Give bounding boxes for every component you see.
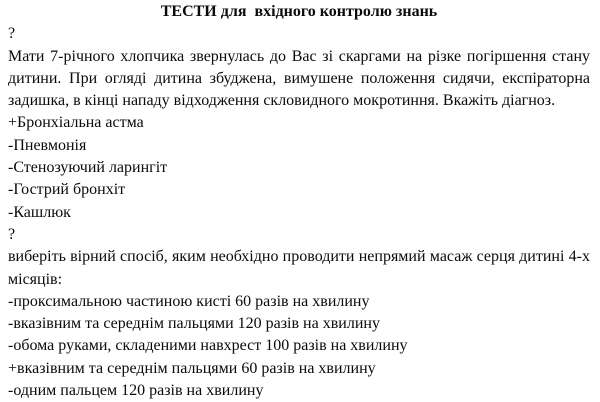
- answer-option: -одним пальцем 120 разів на хвилину: [8, 382, 264, 400]
- answer-option: -Пневмонія: [8, 136, 87, 154]
- answer-option: -Кашлюк: [8, 203, 71, 221]
- answer-option: +Бронхіальна астма: [8, 114, 144, 132]
- question-marker: ?: [8, 225, 16, 243]
- question-text: виберіть вірний спосіб, яким необхідно проводити непрямий масаж серця дитині 4-х місяців:: [8, 248, 590, 288]
- document-title: ТЕСТИ для вхідного контролю знань: [160, 3, 438, 20]
- answer-option: -Стенозуючий ларингіт: [8, 159, 168, 177]
- answer-option: +вказівним та середнім пальцями 60 разів на хвилину: [8, 359, 376, 377]
- question-text: Мати 7-річного хлопчика звернулась до Вас зі скаргами на різке погіршення стану дитини. При огляді дитина збуджена, вимушене положення сидячи, експіраторна задишка, в кінці нападу відходження скловидного мокротиння. Вкажіть діагноз.: [8, 47, 590, 110]
- question-marker: ?: [8, 25, 16, 43]
- answer-option: -Гострий бронхіт: [8, 181, 126, 199]
- answer-option: -вказівним та середнім пальцями 120 разів на хвилину: [8, 315, 380, 333]
- answer-option: -обома руками, складеними навхрест 100 разів на хвилину: [8, 337, 408, 355]
- answer-option: -проксимальною частиною кисті 60 разів на хвилину: [8, 292, 370, 310]
